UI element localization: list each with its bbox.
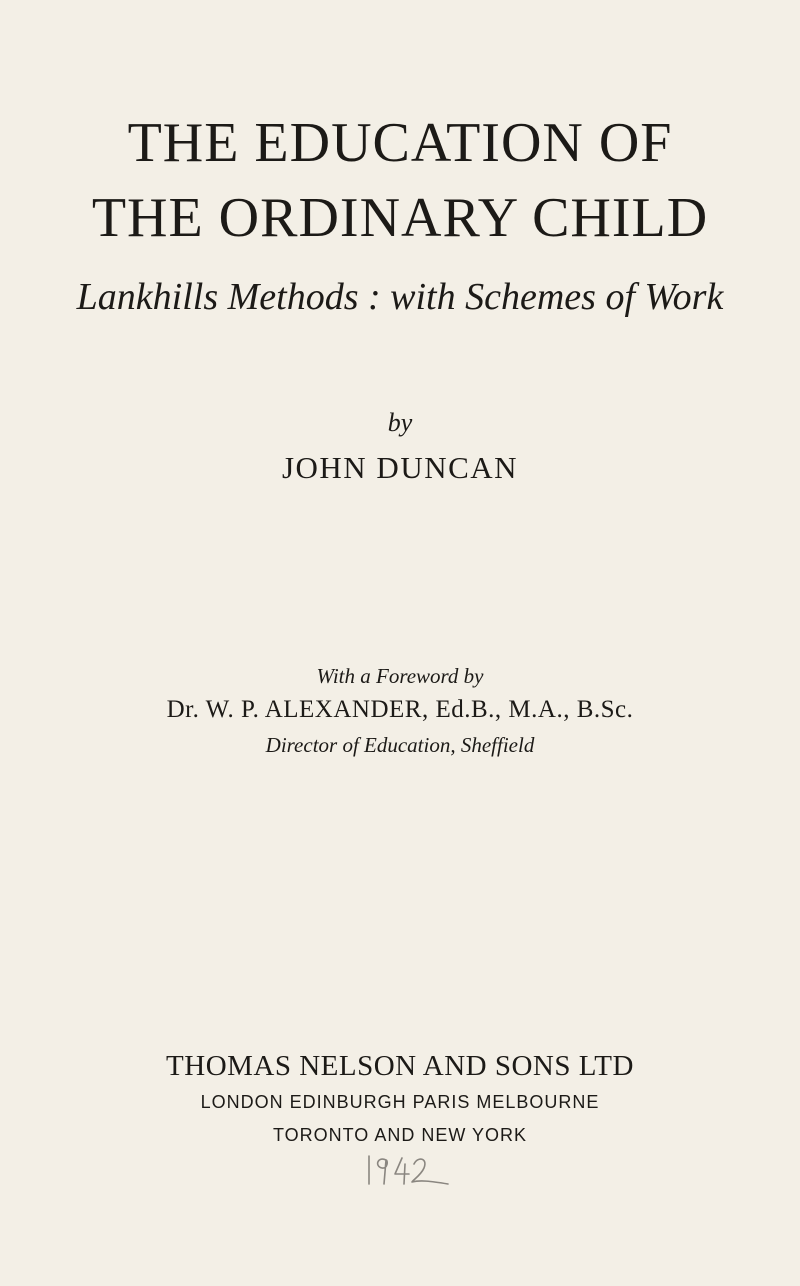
book-title-line-1: THE EDUCATION OF (127, 112, 673, 174)
publisher-cities-line-2: TORONTO AND NEW YORK (272, 1125, 528, 1145)
foreword-author: Dr. W. P. ALEXANDER, Ed.B., M.A., B.Sc. (166, 696, 634, 723)
book-title-line-2: THE ORDINARY CHILD (91, 187, 709, 249)
publisher-cities-line-1: LONDON EDINBURGH PARIS MELBOURNE (200, 1092, 600, 1112)
author-name: JOHN DUNCAN (281, 450, 519, 485)
foreword-label: With a Foreword by (316, 664, 484, 688)
foreword-author-role: Director of Education, Sheffield (265, 733, 535, 757)
book-subtitle: Lankhills Methods : with Schemes of Work (76, 276, 724, 318)
byline-by: by (387, 408, 413, 437)
publisher-name: THOMAS NELSON AND SONS LTD (166, 1050, 634, 1082)
handwritten-date-note (364, 1150, 454, 1190)
